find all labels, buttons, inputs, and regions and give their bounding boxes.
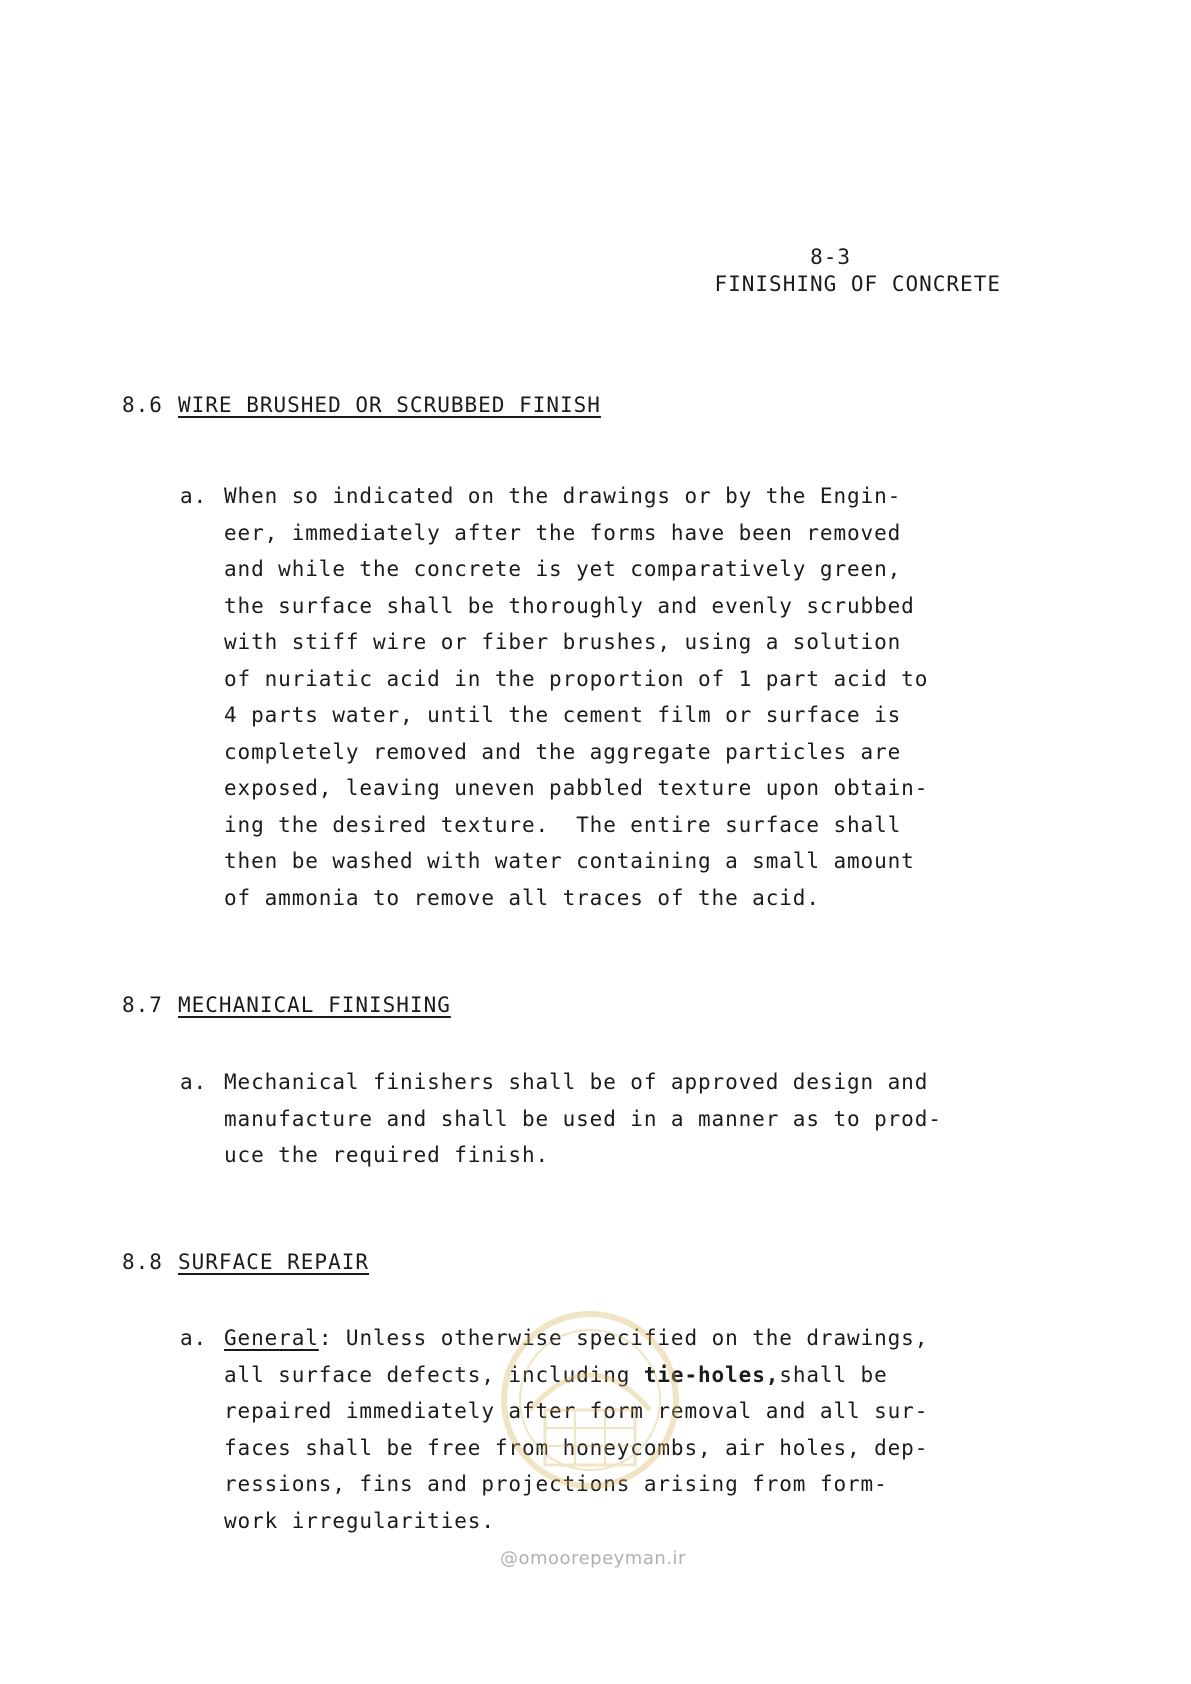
line-text: shall be — [779, 1362, 888, 1387]
paragraph-line: 4 parts water, until the cement film or surface is — [224, 703, 902, 727]
paragraph-line: and while the concrete is yet comparatively green, — [224, 557, 902, 581]
paragraph-line: completely removed and the aggregate particles are — [224, 739, 902, 764]
section-title: MECHANICAL FINISHING — [178, 993, 451, 1017]
page-number: 8-3 — [810, 245, 851, 269]
item-marker: a. — [180, 1326, 208, 1350]
paragraph-line: Mechanical finishers shall be of approved design and — [224, 1070, 929, 1094]
section-heading-8-7 — [122, 993, 451, 1017]
paragraph-line: with stiff wire or fiber brushes, using a solution — [224, 630, 902, 654]
paragraph-lines — [224, 478, 1040, 916]
paragraph-line: the surface shall be thoroughly and evenly scrubbed — [224, 593, 915, 618]
paragraph-line: eer, immediately after the forms have been removed — [224, 520, 902, 545]
paragraph-line: manufacture and shall be used in a manner as to prod- — [224, 1106, 942, 1131]
section-title: WIRE BRUSHED OR SCRUBBED FINISH — [178, 393, 601, 417]
item-marker: a. — [180, 1070, 208, 1094]
section-number: 8.8 — [122, 1250, 163, 1274]
section-heading-8-6 — [122, 393, 601, 417]
paragraph-line: of nuriatic acid in the proportion of 1 part acid to — [224, 666, 929, 691]
paragraph-line: ressions, fins and projections arising from form- — [224, 1472, 888, 1496]
paragraph-lines — [224, 1320, 1040, 1539]
chapter-title: FINISHING OF CONCRETE — [714, 272, 1001, 296]
section-title: SURFACE REPAIR — [178, 1250, 370, 1274]
paragraph-line: ing the desired texture. The entire surface shall — [224, 812, 902, 837]
line-text: all surface defects, including — [224, 1362, 644, 1387]
paragraph-8-6-a — [180, 478, 1040, 916]
paragraph-line: of ammonia to remove all traces of the acid. — [224, 885, 820, 910]
paragraph-line: uce the required finish. — [224, 1143, 550, 1167]
paragraph-line: exposed, leaving uneven pabbled texture upon obtain- — [224, 776, 929, 800]
paragraph-line: then be washed with water containing a small amount — [224, 849, 915, 873]
paragraph-line — [224, 1320, 1040, 1357]
item-marker: a. — [180, 484, 208, 508]
section-number: 8.7 — [122, 993, 163, 1017]
paragraph-lines — [224, 1064, 1040, 1174]
paragraph-8-8-a — [180, 1320, 1040, 1539]
section-heading-8-8 — [122, 1250, 369, 1274]
emphasized-term: tie-holes, — [643, 1362, 780, 1387]
section-number: 8.6 — [122, 393, 163, 417]
paragraph-8-7-a — [180, 1064, 1040, 1174]
lead-in-separator: : — [318, 1326, 333, 1350]
paragraph-line: repaired immediately after form removal and all sur- — [224, 1399, 929, 1423]
paragraph-line — [224, 1357, 1040, 1394]
page-header — [714, 244, 1001, 298]
lead-in-label: General — [224, 1326, 319, 1350]
paragraph-line: work irregularities. — [224, 1508, 495, 1533]
paragraph-line: faces shall be free from honeycombs, air holes, dep- — [224, 1435, 929, 1460]
watermark-text: @omoorepeyman.ir — [500, 1548, 686, 1569]
paragraph-line: When so indicated on the drawings or by the Engin- — [224, 484, 902, 508]
lead-in-text: Unless otherwise specified on the drawings, — [332, 1326, 929, 1350]
